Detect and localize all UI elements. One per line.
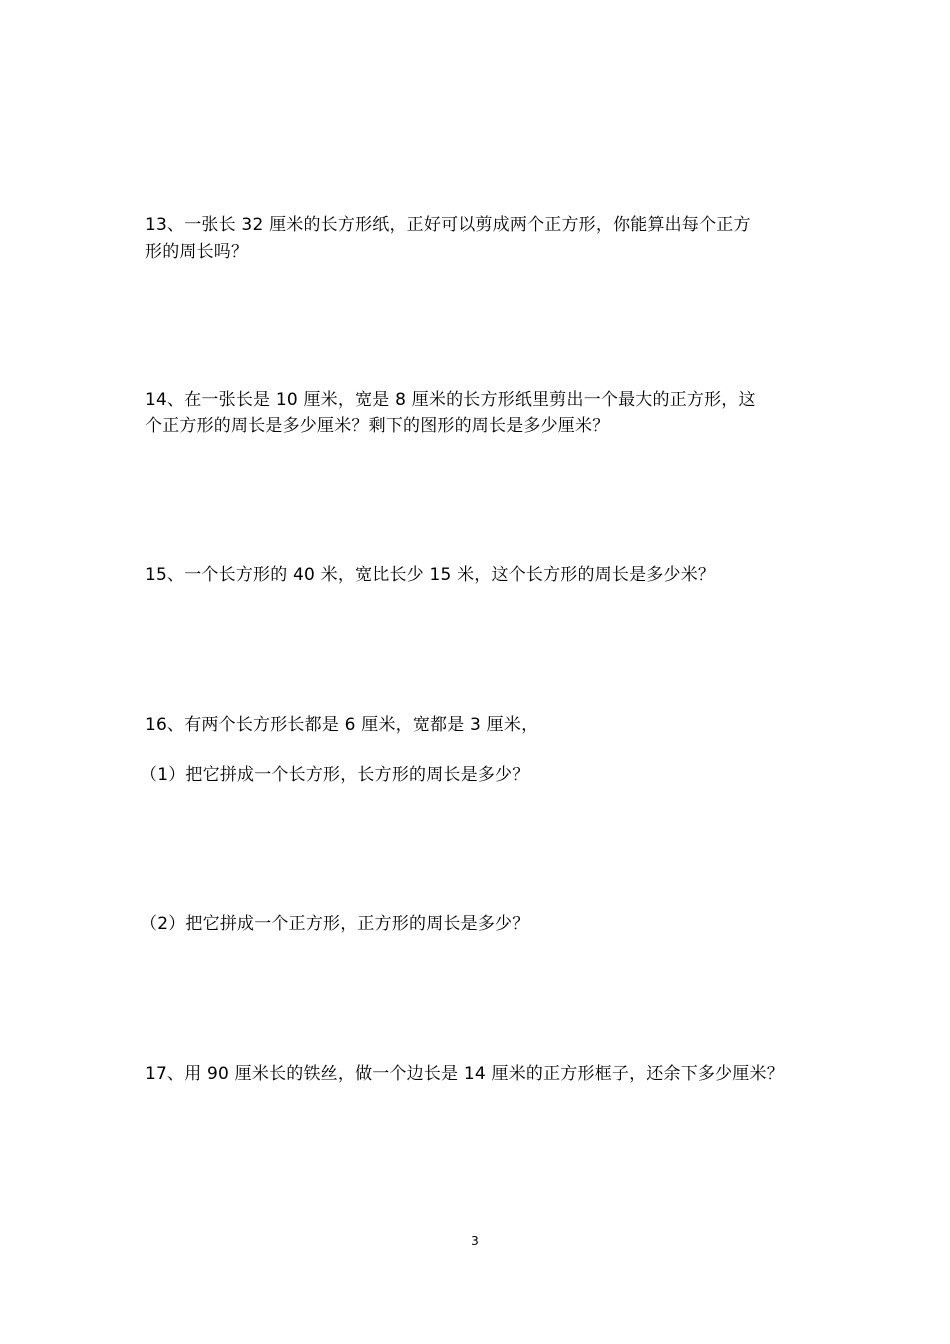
question-14-line-1: 14、在一张长是 10 厘米，宽是 8 厘米的长方形纸里剪出一个最大的正方形，这 xyxy=(145,390,756,410)
question-15-line-1: 15、一个长方形的 40 米，宽比长少 15 米，这个长方形的周长是多少米？ xyxy=(145,565,716,585)
question-13-line-1: 13、一张长 32 厘米的长方形纸，正好可以剪成两个正方形，你能算出每个正方 xyxy=(145,215,751,235)
question-16-sub-2: （2）把它拼成一个正方形，正方形的周长是多少？ xyxy=(140,914,530,934)
question-16-line-1: 16、有两个长方形长都是 6 厘米，宽都是 3 厘米， xyxy=(145,715,539,735)
page-number: 3 xyxy=(471,1234,479,1248)
question-16-sub-1: （1）把它拼成一个长方形，长方形的周长是多少？ xyxy=(140,765,530,785)
question-13-line-2: 形的周长吗？ xyxy=(145,242,249,262)
question-17-line-1: 17、用 90 厘米长的铁丝，做一个边长是 14 厘米的正方形框子，还余下多少厘米？ xyxy=(145,1064,784,1084)
question-14-line-2: 个正方形的周长是多少厘米？剩下的图形的周长是多少厘米？ xyxy=(145,416,610,436)
